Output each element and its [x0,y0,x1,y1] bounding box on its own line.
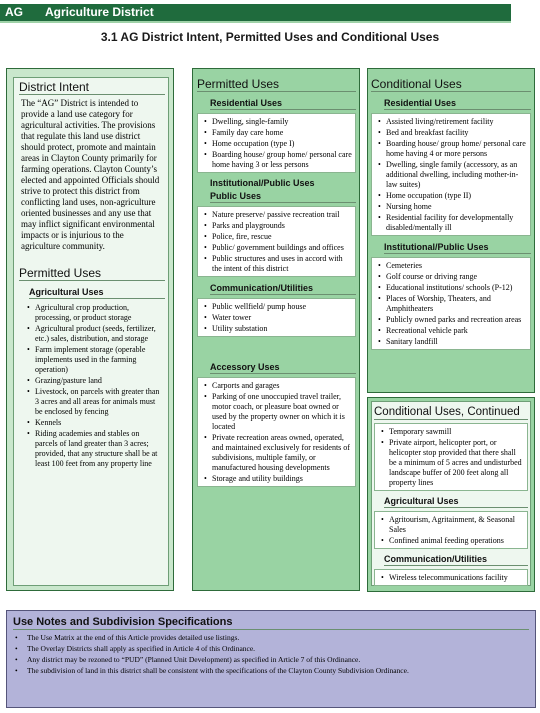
communication-utilities-box [197,298,356,337]
permitted-uses-column [192,68,360,591]
list-item: • Farm implement storage (operable implements used in the farming operation) [25,345,163,375]
list-item: • Any district may be rezoned to “PUD” (Planned Unit Development) as specified in Article 7 of this Ordinance. [13,655,529,665]
list-item: • Confined animal feeding operations [379,536,525,546]
list-item: • Assisted living/retirement facility [376,117,528,127]
conditional-continued-column [367,397,535,592]
list-item: • Water tower [202,313,353,323]
list-item: • Educational institutions/ schools (P-12) [376,283,528,293]
list-item: • Wireless telecommunications facility [379,573,525,583]
agricultural-uses-title: Agricultural Uses [29,286,165,299]
conditional-continued-top-list [379,427,525,488]
list-item: • Golf course or driving range [376,272,528,282]
continued-communication-title: Communication/Utilities [384,553,528,566]
list-item: • Dwelling, single family (accessory, as an additional dwelling, including mother-in-law suites) [376,160,528,190]
conditional-residential-list [376,117,528,233]
continued-agricultural-list [379,515,525,546]
list-item: • Family day care home [202,128,353,138]
page-title: 3.1 AG District Intent, Permitted Uses and Conditional Uses [100,30,440,44]
conditional-continued-title: Conditional Uses, Continued [374,405,528,420]
continued-communication-list [379,573,525,583]
accessory-uses-title: Accessory Uses [210,361,356,374]
list-item: • Storage and utility buildings [202,474,353,484]
communication-utilities-list [202,302,353,334]
communication-utilities-title: Communication/Utilities [210,282,356,295]
intent-panel [13,77,169,586]
agricultural-uses-list [19,299,165,469]
left-permitted-title: Permitted Uses [19,266,165,281]
list-item: • Parking of one unoccupied travel trailer, motor coach, or pleasure boat owned or used by the property owner on which it is located [202,392,353,432]
continued-communication-box [374,569,528,586]
permitted-uses-title: Permitted Uses [197,77,356,92]
district-name: Agriculture District [45,5,154,19]
conditional-continued-top-box [374,423,528,491]
list-item: • Temporary sawmill [379,427,525,437]
list-item: • Agritourism, Agritainment, & Seasonal Sales [379,515,525,535]
accessory-uses-list [202,381,353,484]
header-rule [0,21,511,23]
list-item: • Kennels [25,418,163,428]
list-item: • Cemeteries [376,261,528,271]
accessory-uses-box [197,377,356,487]
residential-uses-list [202,117,353,170]
list-item: • Private recreation areas owned, operated, and maintained exclusively for residents of subdivisions, multiple family, or manufactured housing developments [202,433,353,473]
conditional-institutional-list [376,261,528,347]
conditional-uses-column [367,68,535,393]
use-notes-panel [6,610,536,708]
list-item: • Nursing home [376,202,528,212]
district-code: AG [5,5,23,19]
list-item: • Home occupation (type II) [376,191,528,201]
list-item: • Police, fire, rescue [202,232,353,242]
conditional-institutional-title: Institutional/Public Uses [384,241,531,254]
institutional-public-title: Institutional/Public Uses [210,178,315,188]
intent-column [6,68,174,591]
list-item: • The subdivision of land in this district shall be consistent with the specifications of the Clayton County Subdivision Ordinance. [13,666,529,676]
list-item: • Livestock, on parcels with greater than 3 acres and all areas for animals must be enclosed by fencing [25,387,163,417]
conditional-residential-box [371,113,531,236]
intent-text: The “AG” District is intended to provide a land use category for agricultural activities. The provisions that regulate this land use district should protect, promote and maintain areas in Clayton County primarily for farming operations. Clayton County’s elected and appointed Officials should strive to protect this district from conflicting land uses, non-agriculture oriented businesses and any use that may inflict significant environmental impacts or is injurious to the agriculture community. [21,98,160,251]
list-item: • Residential facility for developmentally disabled/mentally ill [376,213,528,233]
list-item: • The Use Matrix at the end of this Article provides detailed use listings. [13,633,529,643]
list-item: • Home occupation (type I) [202,139,353,149]
use-notes-list [13,633,529,676]
public-uses-box [197,206,356,277]
continued-agricultural-title: Agricultural Uses [384,495,528,508]
conditional-institutional-box [371,257,531,350]
district-header-bar [0,4,511,21]
use-notes-title: Use Notes and Subdivision Specifications [13,615,529,630]
list-item: • Public structures and uses in accord with the intent of this district [202,254,353,274]
continued-agricultural-box [374,511,528,549]
list-item: • Parks and playgrounds [202,221,353,231]
conditional-continued-panel [371,401,531,586]
list-item: • Places of Worship, Theaters, and Amphitheaters [376,294,528,314]
list-item: • The Overlay Districts shall apply as specified in Article 4 of this Ordinance. [13,644,529,654]
list-item: • Publicly owned parks and recreation areas [376,315,528,325]
list-item: • Private airport, helicopter port, or helicopter stop provided that there shall be a minimum of 5 acres and undisturbed landscape buffer of 200 feet along all property lines [379,438,525,488]
intent-title: District Intent [19,80,165,95]
list-item: • Nature preserve/ passive recreation trail [202,210,353,220]
public-uses-list [202,210,353,274]
list-item: • Agricultural crop production, processing, or product storage [25,303,163,323]
conditional-uses-title: Conditional Uses [371,77,531,92]
residential-uses-title: Residential Uses [210,97,356,110]
list-item: • Dwelling, single-family [202,117,353,127]
list-item: • Sanitary landfill [376,337,528,347]
public-uses-title: Public Uses [210,190,356,203]
residential-uses-box [197,113,356,173]
list-item: • Recreational vehicle park [376,326,528,336]
list-item: • Riding academies and stables on parcels of land greater than 3 acres; provided, that any structure shall be at least 100 feet from any property line [25,429,163,469]
list-item: • Bed and breakfast facility [376,128,528,138]
list-item: • Utility substation [202,324,353,334]
conditional-residential-title: Residential Uses [384,97,531,110]
list-item: • Grazing/pasture land [25,376,163,386]
list-item: • Public/ government buildings and offices [202,243,353,253]
list-item: • Boarding house/ group home/ personal care home having 3 or less persons [202,150,353,170]
list-item: • Boarding house/ group home/ personal care home having 4 or more persons [376,139,528,159]
list-item: • Carports and garages [202,381,353,391]
list-item: • Public wellfield/ pump house [202,302,353,312]
list-item: • Agricultural product (seeds, fertilizer, etc.) sales, distribution, and storage [25,324,163,344]
